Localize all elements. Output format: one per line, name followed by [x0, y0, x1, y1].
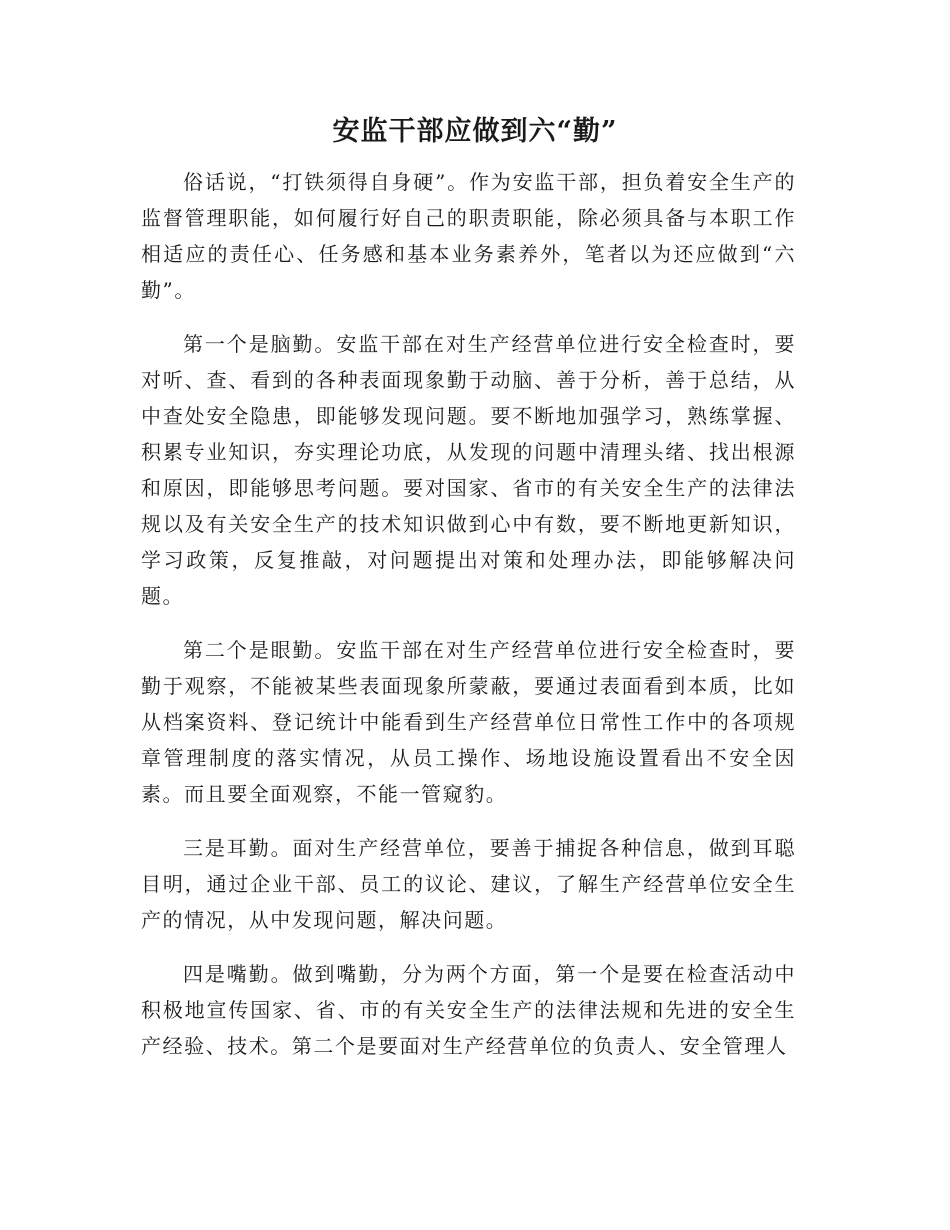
- paragraph-mouth-diligence: 四是嘴勤。做到嘴勤，分为两个方面，第一个是要在检查活动中积极地宣传国家、省、市的有关安全生产的法律法规和先进的安全生产经验、技术。第二个是要面对生产经营单位的负责人、安全管理人: [141, 962, 796, 1058]
- paragraph-intro: 俗话说，“打铁须得自身硬”。作为安监干部，担负着安全生产的监督管理职能，如何履行好自己的职责职能，除必须具备与本职工作相适应的责任心、任务感和基本业务素养外，笔者以为还应做到“六勤”。: [141, 170, 796, 302]
- paragraph-eye-diligence: 第二个是眼勤。安监干部在对生产经营单位进行安全检查时，要勤于观察，不能被某些表面现象所蒙蔽，要通过表面看到本质，比如从档案资料、登记统计中能看到生产经营单位日常性工作中的各项规章管理制度的落实情况，从员工操作、场地设施设置看出不安全因素。而且要全面观察，不能一管窥豹。: [141, 638, 796, 806]
- document-body: [141, 164, 796, 1082]
- paragraph-brain-diligence: 第一个是脑勤。安监干部在对生产经营单位进行安全检查时，要对听、查、看到的各种表面现象勤于动脑、善于分析，善于总结，从中查处安全隐患，即能够发现问题。要不断地加强学习，熟练掌握、积累专业知识，夯实理论功底，从发现的问题中清理头绪、找出根源和原因，即能够思考问题。要对国家、省市的有关安全生产的法律法规以及有关安全生产的技术知识做到心中有数，要不断地更新知识，学习政策，反复推敲，对问题提出对策和处理办法，即能够解决问题。: [141, 332, 796, 608]
- document-title: 安监干部应做到六“勤”: [332, 116, 618, 147]
- paragraph-ear-diligence: 三是耳勤。面对生产经营单位，要善于捕捉各种信息，做到耳聪目明，通过企业干部、员工的议论、建议，了解生产经营单位安全生产的情况，从中发现问题，解决问题。: [141, 836, 796, 932]
